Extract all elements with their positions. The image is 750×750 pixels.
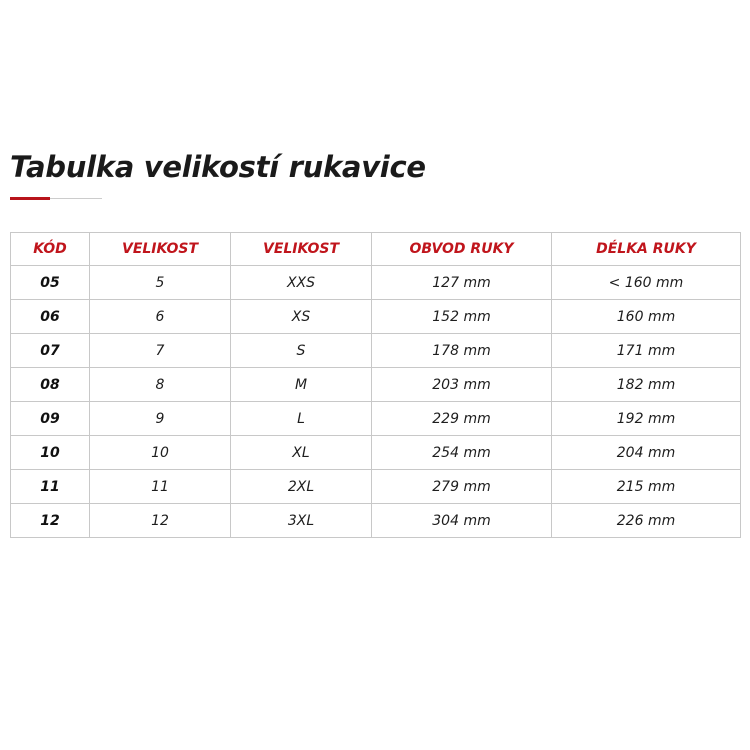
table-header-row [11, 233, 741, 266]
cell-size-number: 5 [90, 266, 231, 300]
cell-size-number: 10 [90, 436, 231, 470]
header-size-letter: VELIKOST [231, 233, 372, 266]
cell-hand-length: < 160 mm [552, 266, 741, 300]
table-row [11, 300, 741, 334]
cell-hand-length: 182 mm [552, 368, 741, 402]
cell-code: 07 [11, 334, 90, 368]
cell-size-letter: XXS [231, 266, 372, 300]
cell-size-letter: 2XL [231, 470, 372, 504]
cell-code: 08 [11, 368, 90, 402]
table-row [11, 436, 741, 470]
cell-hand-circumference: 229 mm [372, 402, 552, 436]
cell-size-number: 11 [90, 470, 231, 504]
cell-size-letter: M [231, 368, 372, 402]
cell-hand-length: 215 mm [552, 470, 741, 504]
cell-hand-circumference: 152 mm [372, 300, 552, 334]
cell-size-letter: XS [231, 300, 372, 334]
table-row [11, 470, 741, 504]
title-underline-rule [50, 198, 102, 199]
cell-size-number: 6 [90, 300, 231, 334]
cell-size-number: 7 [90, 334, 231, 368]
title-underline-accent [10, 197, 50, 200]
cell-code: 05 [11, 266, 90, 300]
header-size-number: VELIKOST [90, 233, 231, 266]
cell-size-letter: S [231, 334, 372, 368]
cell-code: 11 [11, 470, 90, 504]
table-row [11, 402, 741, 436]
cell-hand-circumference: 127 mm [372, 266, 552, 300]
cell-hand-circumference: 203 mm [372, 368, 552, 402]
cell-size-number: 12 [90, 504, 231, 538]
table-row [11, 504, 741, 538]
cell-code: 10 [11, 436, 90, 470]
cell-hand-length: 204 mm [552, 436, 741, 470]
size-chart-table [10, 232, 741, 538]
cell-hand-circumference: 254 mm [372, 436, 552, 470]
cell-size-letter: L [231, 402, 372, 436]
cell-code: 12 [11, 504, 90, 538]
cell-hand-circumference: 304 mm [372, 504, 552, 538]
cell-code: 06 [11, 300, 90, 334]
cell-hand-circumference: 178 mm [372, 334, 552, 368]
header-hand-length: DÉLKA RUKY [552, 233, 741, 266]
cell-size-number: 8 [90, 368, 231, 402]
table-row [11, 368, 741, 402]
cell-hand-length: 192 mm [552, 402, 741, 436]
title-underline [10, 197, 102, 199]
cell-size-letter: XL [231, 436, 372, 470]
page-title: Tabulka velikostí rukavice [10, 150, 426, 184]
cell-hand-circumference: 279 mm [372, 470, 552, 504]
cell-hand-length: 226 mm [552, 504, 741, 538]
header-code: KÓD [11, 233, 90, 266]
cell-hand-length: 171 mm [552, 334, 741, 368]
cell-size-number: 9 [90, 402, 231, 436]
cell-size-letter: 3XL [231, 504, 372, 538]
cell-code: 09 [11, 402, 90, 436]
header-hand-circumference: OBVOD RUKY [372, 233, 552, 266]
cell-hand-length: 160 mm [552, 300, 741, 334]
table-row [11, 266, 741, 300]
table-row [11, 334, 741, 368]
